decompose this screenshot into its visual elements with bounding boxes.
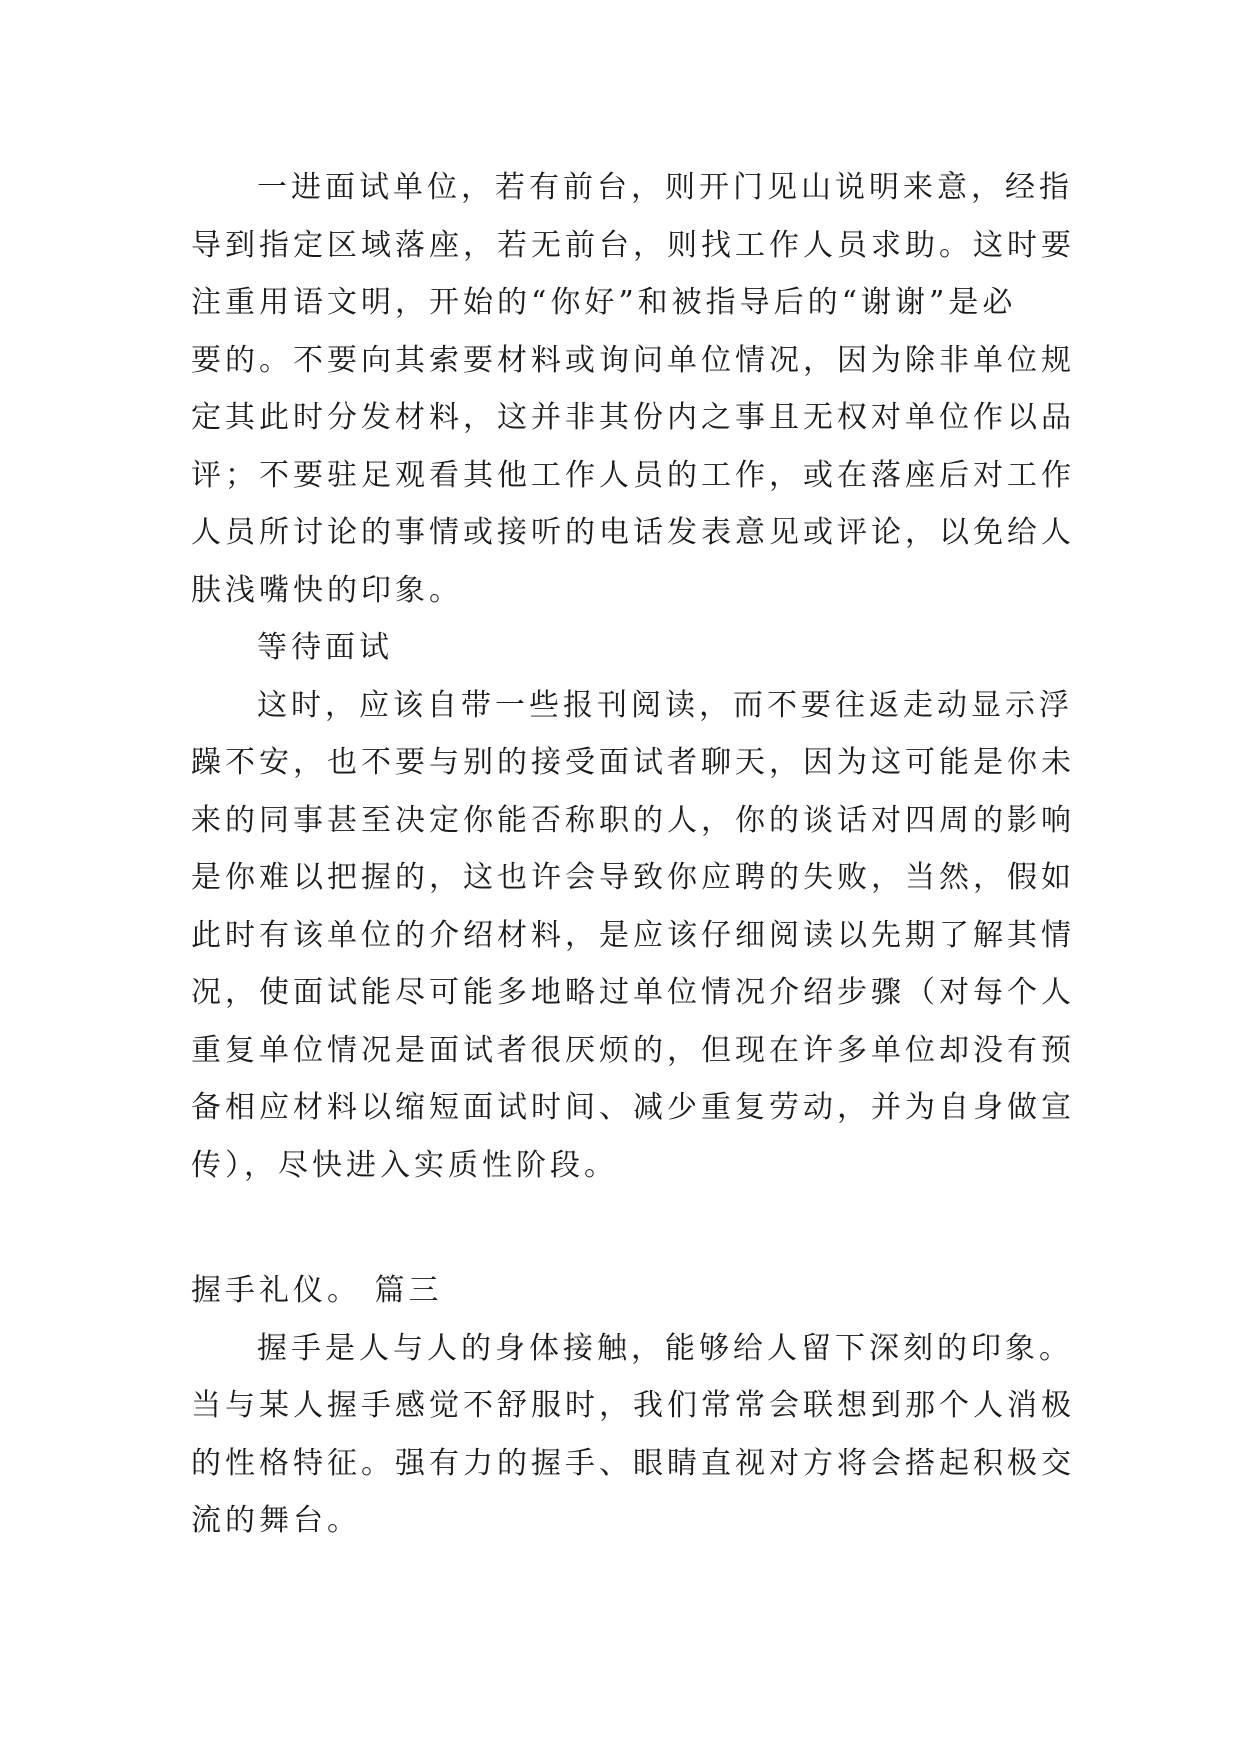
paragraph-line: 流的舞台。	[191, 1503, 361, 1538]
paragraph-line: 当与某人握手感觉不舒服时，我们常常会联想到那个人消极	[191, 1388, 1075, 1423]
paragraph-line: 这时，应该自带一些报刊阅读，而不要往返走动显示浮	[257, 687, 1073, 723]
paragraph-line: 的性格特征。强有力的握手、眼睛直视对方将会搭起积极交	[191, 1445, 1075, 1481]
paragraph-line: 定其此时分发材料，这并非其份内之事且无权对单位作以品	[191, 400, 1075, 435]
interview-etiquette-section	[191, 159, 1075, 1194]
paragraph-line: 此时有该单位的介绍材料，是应该仔细阅读以先期了解其情	[191, 917, 1075, 953]
section-heading: 握手礼仪。 篇三	[191, 1273, 443, 1308]
paragraph-line: 导到指定区域落座，若无前台，则找工作人员求助。这时要	[191, 227, 1075, 263]
paragraph-line: 躁不安，也不要与别的接受面试者聊天，因为这可能是你未	[191, 745, 1075, 780]
subheading-waiting: 等待面试	[257, 630, 393, 665]
paragraph-line: 一进面试单位，若有前台，则开门见山说明来意，经指	[257, 170, 1073, 205]
paragraph-line: 传），尽快进入实质性阶段。	[191, 1147, 618, 1183]
paragraph-line: 是你难以把握的，这也许会导致你应聘的失败，当然，假如	[191, 860, 1075, 895]
paragraph-line: 重复单位情况是面试者很厌烦的，但现在许多单位却没有预	[191, 1032, 1075, 1068]
paragraph-line: 肤浅嘴快的印象。	[191, 572, 463, 608]
paragraph-line: 注重用语文明，开始的“你好”和被指导后的“谢谢”是必	[191, 285, 1017, 320]
paragraph-line: 要的。不要向其索要材料或询问单位情况，因为除非单位规	[191, 342, 1075, 378]
paragraph-line: 来的同事甚至决定你能否称职的人，你的谈话对四周的影响	[191, 802, 1075, 838]
paragraph-line: 况，使面试能尽可能多地略过单位情况介绍步骤（对每个人	[191, 975, 1075, 1010]
paragraph-line: 人员所讨论的事情或接听的电话发表意见或评论，以免给人	[191, 515, 1075, 550]
paragraph-line: 握手是人与人的身体接触，能够给人留下深刻的印象。	[257, 1330, 1073, 1366]
handshake-etiquette-section	[191, 1262, 1075, 1550]
paragraph-line: 备相应材料以缩短面试时间、减少重复劳动，并为自身做宣	[191, 1090, 1075, 1125]
paragraph-line: 评；不要驻足观看其他工作人员的工作，或在落座后对工作	[191, 457, 1075, 493]
